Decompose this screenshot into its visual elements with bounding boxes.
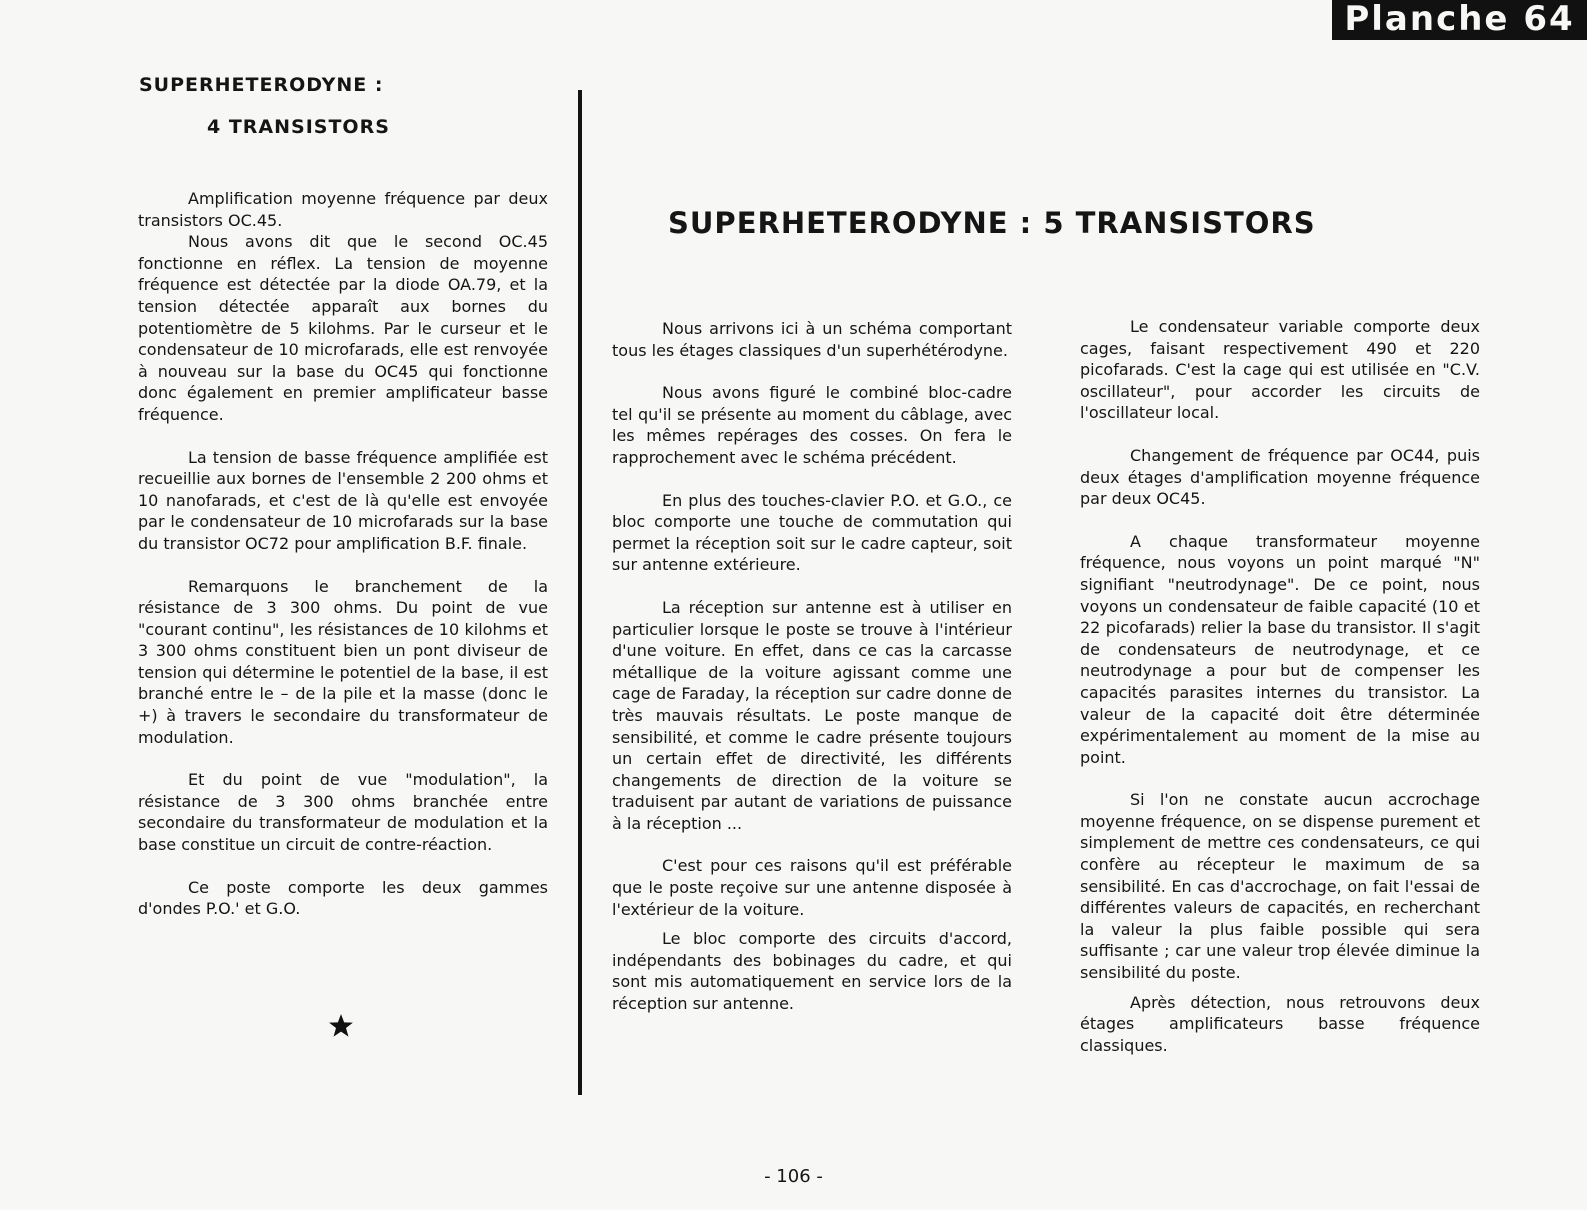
paragraph: C'est pour ces raisons qu'il est préférable que le poste reçoive sur une antenne disposée à l'extérieur de la voiture. xyxy=(612,856,1012,919)
paragraph: Le condensateur variable comporte deux cages, faisant respectivement 490 et 220 picofarads. C'est la cage qui est utilisée en "C.V. oscillateur", pour accorder les circuits de l'oscillateur local. xyxy=(1080,317,1480,423)
paragraph: En plus des touches-clavier P.O. et G.O., ce bloc comporte une touche de commutation qui permet la réception soit sur le cadre capteur, soit sur antenne extérieure. xyxy=(612,490,1012,575)
column-divider xyxy=(578,90,582,1095)
paragraph: Changement de fréquence par OC44, puis deux étages d'amplification moyenne fréquence par deux OC45. xyxy=(1080,445,1480,509)
paragraph: Après détection, nous retrouvons deux étages amplificateurs basse fréquence classiques. xyxy=(1080,992,1480,1055)
paragraph: A chaque transformateur moyenne fréquence, nous voyons un point marqué "N" signifiant "neutrodynage". De ce point, nous voyons un condensateur de faible capacité (10 et 22 picofarads) relier la base du transistor. Il s'agit de condensateurs de neutrodynage, et ce neutrodynage a pour but de compenser les capacités parasites internes du transistor. La valeur de la capacité doit être déterminée expérimentalement au moment de la mise au point. xyxy=(1080,531,1480,767)
main-section-title: SUPERHETERODYNE : 5 TRANSISTORS xyxy=(668,206,1316,240)
paragraph: Si l'on ne constate aucun accrochage moyenne fréquence, on se dispense purement et simplement de mettre ces condensateurs, ce qui confère au récepteur le maximum de sa sensibilité. En cas d'accrochage, on fait l'essai de différentes valeurs de capacités, en recherchant la valeur la plus faible possible qui sera suffisante ; car une valeur trop élevée diminue la sensibilité du poste. xyxy=(1080,790,1480,983)
left-column xyxy=(138,188,548,920)
middle-column xyxy=(612,318,1012,1015)
right-column xyxy=(1080,316,1480,1056)
paragraph: Ce poste comporte les deux gammes d'ondes P.O.' et G.O. xyxy=(138,877,548,919)
paragraph: Le bloc comporte des circuits d'accord, indépendants des bobinages du cadre, et qui sont mis automatiquement en service lors de la réception sur antenne. xyxy=(612,929,1012,1014)
paragraph: Nous arrivons ici à un schéma comportant tous les étages classiques d'un superhétérodyne. xyxy=(612,319,1012,360)
left-section-subtitle: 4 TRANSISTORS xyxy=(207,116,390,138)
page-number: - 106 - xyxy=(764,1166,823,1187)
paragraph: Nous avons dit que le second OC.45 fonctionne en réflex. La tension de moyenne fréquence est détectée par la diode OA.79, et la tension détectée apparaît aux bornes du potentiomètre de 5 kilohms. Par le curseur et le condensateur de 10 microfarads, elle est renvoyée à nouveau sur la base du OC45 qui fonctionne donc également en premier amplificateur basse fréquence. xyxy=(138,232,548,424)
paragraph: Remarquons le branchement de la résistance de 3 300 ohms. Du point de vue "courant continu", les résistances de 10 kilohms et 3 300 ohms constituent bien un pont diviseur de tension qui détermine le potentiel de la base, il est branché entre le – de la pile et la masse (donc le +) à travers le secondaire du transformateur de modulation. xyxy=(138,576,548,747)
planche-label: Planche 64 xyxy=(1332,0,1587,40)
star-icon xyxy=(328,1013,354,1039)
paragraph: Amplification moyenne fréquence par deux transistors OC.45. xyxy=(138,189,548,230)
paragraph: La tension de basse fréquence amplifiée est recueillie aux bornes de l'ensemble 2 200 ohms et 10 nanofarads, et c'est de là qu'elle est envoyée par le condensateur de 10 microfarads sur la base du transistor OC72 pour amplification B.F. finale. xyxy=(138,447,548,553)
left-section-title: SUPERHETERODYNE : xyxy=(139,74,384,96)
paragraph: La réception sur antenne est à utiliser en particulier lorsque le poste se trouve à l'intérieur d'une voiture. En effet, dans ce cas la carcasse métallique de la voiture agissant comme une cage de Faraday, la réception sur cadre donne de très mauvais résultats. Le poste manque de sensibilité, et comme le cadre présente toujours un certain effet de directivité, les différents changements de direction de la voiture se traduisent par autant de variations de puissance à la réception ... xyxy=(612,597,1012,833)
paragraph: Et du point de vue "modulation", la résistance de 3 300 ohms branchée entre secondaire du transformateur de modulation et la base constitue un circuit de contre-réaction. xyxy=(138,770,548,855)
paragraph: Nous avons figuré le combiné bloc-cadre tel qu'il se présente au moment du câblage, avec les mêmes repérages des cosses. On fera le rapprochement avec le schéma précédent. xyxy=(612,383,1012,467)
